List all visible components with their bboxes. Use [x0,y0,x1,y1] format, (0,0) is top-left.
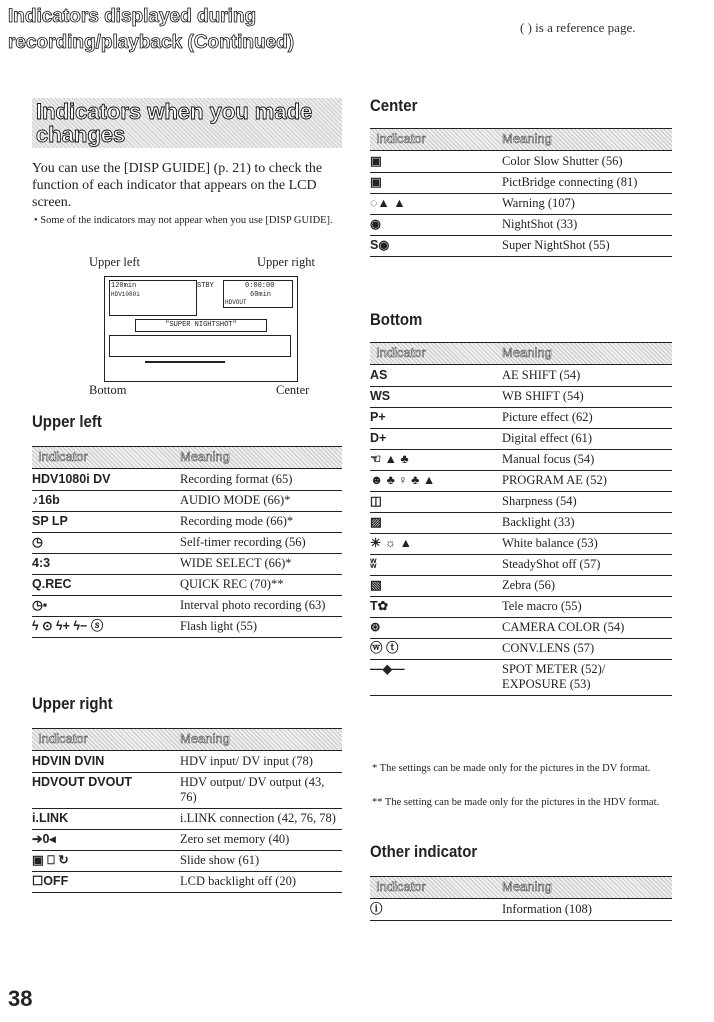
indicator-icon: ◌▲ ▲ [370,194,502,215]
indicator-meaning: i.LINK connection (42, 76, 78) [180,809,342,830]
indicator-icon: ➔0◂ [32,830,180,851]
diagram-label-bottom: Bottom [89,383,127,397]
indicator-meaning: Super NightShot (55) [502,236,672,257]
page-title-line1: Indicators displayed during [8,6,257,27]
table-row [370,513,672,534]
banner-line2: changes [36,122,126,147]
col-indicator: Indicator [38,449,88,464]
table-row [370,387,672,408]
intro-bullet: • Some of the indicators may not appear when you use [DISP GUIDE]. [34,215,333,226]
footnote-1: * The settings can be made only for the pictures in the DV format. [372,763,651,774]
screen-stby: STBY [197,282,214,290]
table-header-upper-right [32,728,342,751]
indicator-icon: WS [370,387,502,408]
indicator-icon: ⓦ ⓣ [370,639,502,660]
indicator-meaning: Zero set memory (40) [180,830,342,851]
indicator-meaning: Digital effect (61) [502,429,672,450]
indicator-icon: ☻ ♣ ♀ ♣ ▲ [370,471,502,492]
table-row [370,429,672,450]
table-row [32,773,342,809]
table-row [32,851,342,872]
indicator-icon: ◷▪ [32,596,180,617]
screen-hdv: HDV1080i [111,291,140,298]
table-row [370,236,672,257]
indicator-icon: S◉ [370,236,502,257]
table-row [370,576,672,597]
indicator-icon: ◉ [370,215,502,236]
table-row [32,752,342,773]
indicator-icon: HDV1080i DV [32,470,180,491]
table-row [370,534,672,555]
indicator-meaning: PictBridge connecting (81) [502,173,672,194]
intro-text: You can use the [DISP GUIDE] (p. 21) to check the function of each indicator that appears on the LCD screen. [32,161,323,210]
screen-hdvout: HDVOUT [225,299,247,306]
footnote-2: ** The setting can be made only for the pictures in the HDV format. [372,797,660,808]
col-meaning: Meaning [180,731,230,746]
table-row [370,471,672,492]
indicator-meaning: Color Slow Shutter (56) [502,152,672,173]
screen-center-box: "SUPER NIGHTSHOT" [135,319,267,332]
indicator-icon: ▧ [370,576,502,597]
table-row [370,450,672,471]
indicator-icon: ♪16b [32,491,180,512]
indicator-meaning: SPOT METER (52)/ EXPOSURE (53) [502,660,672,696]
indicator-icon: D+ [370,429,502,450]
indicator-meaning: Flash light (55) [180,617,342,638]
section-title-upper-left: Upper left [32,412,102,431]
table-upper-right [32,752,342,893]
indicator-meaning: Zebra (56) [502,576,672,597]
col-meaning: Meaning [502,879,552,894]
indicator-icon: i.LINK [32,809,180,830]
indicator-icon: ◷ [32,533,180,554]
table-header-bottom [370,342,672,365]
banner-line1: Indicators when you made [36,99,313,124]
table-row [370,366,672,387]
table-row [32,470,342,491]
col-meaning: Meaning [180,449,230,464]
indicator-icon: HDVOUT DVOUT [32,773,180,809]
table-row [370,660,672,696]
indicator-meaning: Sharpness (54) [502,492,672,513]
indicator-meaning: QUICK REC (70)** [180,575,342,596]
table-other [370,900,672,921]
table-row [370,492,672,513]
table-row [32,512,342,533]
bottom-box [109,335,291,357]
indicator-meaning: Information (108) [502,900,672,921]
intro-banner [32,98,342,148]
table-row [370,408,672,429]
page-title-line2: recording/playback (Continued) [8,32,295,53]
indicator-meaning: Tele macro (55) [502,597,672,618]
indicator-meaning: AE SHIFT (54) [502,366,672,387]
indicator-icon: ▣ [370,152,502,173]
indicator-icon: ◫ [370,492,502,513]
table-row [370,900,672,921]
table-row [370,215,672,236]
indicator-meaning: Picture effect (62) [502,408,672,429]
indicator-icon: SP LP [32,512,180,533]
table-header-other [370,876,672,899]
table-row [370,597,672,618]
indicator-meaning: CONV.LENS (57) [502,639,672,660]
spot-meter-bar [145,361,225,363]
table-row [32,575,342,596]
diagram-label-center: Center [276,383,310,397]
reference-note: ( ) is a reference page. [520,20,636,35]
indicator-icon: ⊛ [370,618,502,639]
col-indicator: Indicator [376,131,426,146]
page-number: 38 [8,986,33,1011]
table-row [32,830,342,851]
indicator-meaning: Slide show (61) [180,851,342,872]
table-row [32,554,342,575]
table-center [370,152,672,257]
table-row [32,596,342,617]
indicator-icon: ▣ [370,173,502,194]
indicator-meaning: WIDE SELECT (66)* [180,554,342,575]
screen-diagram [32,256,342,398]
table-row [32,491,342,512]
col-meaning: Meaning [502,131,552,146]
table-row [32,617,342,638]
col-meaning: Meaning [502,345,552,360]
table-row [370,152,672,173]
col-indicator: Indicator [376,879,426,894]
table-row [32,872,342,893]
indicator-meaning: HDV output/ DV output (43, 76) [180,773,342,809]
table-row [32,809,342,830]
diagram-label-upper-right: Upper right [257,255,315,269]
indicator-icon: ☀ ☼ ▲ [370,534,502,555]
table-header-upper-left [32,446,342,469]
indicator-icon: ⓘ [370,900,502,921]
indicator-meaning: WB SHIFT (54) [502,387,672,408]
col-indicator: Indicator [376,345,426,360]
indicator-meaning: Recording format (65) [180,470,342,491]
indicator-icon: ▨ [370,513,502,534]
lcd-screen-frame [104,276,298,382]
indicator-icon: ☐OFF [32,872,180,893]
table-row [370,618,672,639]
section-title-upper-right: Upper right [32,694,113,713]
section-title-bottom: Bottom [370,310,423,329]
indicator-meaning: Backlight (33) [502,513,672,534]
indicator-meaning: CAMERA COLOR (54) [502,618,672,639]
indicator-icon: HDVIN DVIN [32,752,180,773]
indicator-meaning: PROGRAM AE (52) [502,471,672,492]
indicator-icon: P+ [370,408,502,429]
table-upper-left [32,470,342,638]
indicator-meaning: NightShot (33) [502,215,672,236]
indicator-icon: AS [370,366,502,387]
table-row [370,555,672,576]
indicator-meaning: HDV input/ DV input (78) [180,752,342,773]
indicator-meaning: Recording mode (66)* [180,512,342,533]
section-title-other: Other indicator [370,842,478,861]
indicator-icon: —◆— [370,660,502,696]
indicator-icon: T✿ [370,597,502,618]
indicator-meaning: Warning (107) [502,194,672,215]
section-title-center: Center [370,96,418,115]
diagram-label-upper-left: Upper left [89,255,141,269]
table-row [370,194,672,215]
indicator-meaning: Manual focus (54) [502,450,672,471]
table-row [370,173,672,194]
indicator-icon: ʬ [370,555,502,576]
indicator-icon: ☜ ▲ ♣ [370,450,502,471]
col-indicator: Indicator [38,731,88,746]
indicator-icon: ϟ ⊙ ϟ+ ϟ− ⓢ [32,617,180,638]
indicator-meaning: AUDIO MODE (66)* [180,491,342,512]
table-row [370,639,672,660]
indicator-meaning: SteadyShot off (57) [502,555,672,576]
indicator-meaning: White balance (53) [502,534,672,555]
indicator-meaning: Interval photo recording (63) [180,596,342,617]
screen-60min: 60min [250,291,272,299]
indicator-icon: ▣ ⎕ ↻ [32,851,180,872]
table-header-center [370,128,672,151]
screen-120min: 120min [111,282,137,290]
screen-time: 0:00:00 [245,282,275,290]
indicator-icon: 4:3 [32,554,180,575]
indicator-meaning: Self-timer recording (56) [180,533,342,554]
indicator-meaning: LCD backlight off (20) [180,872,342,893]
indicator-icon: Q.REC [32,575,180,596]
table-bottom [370,366,672,696]
table-row [32,533,342,554]
